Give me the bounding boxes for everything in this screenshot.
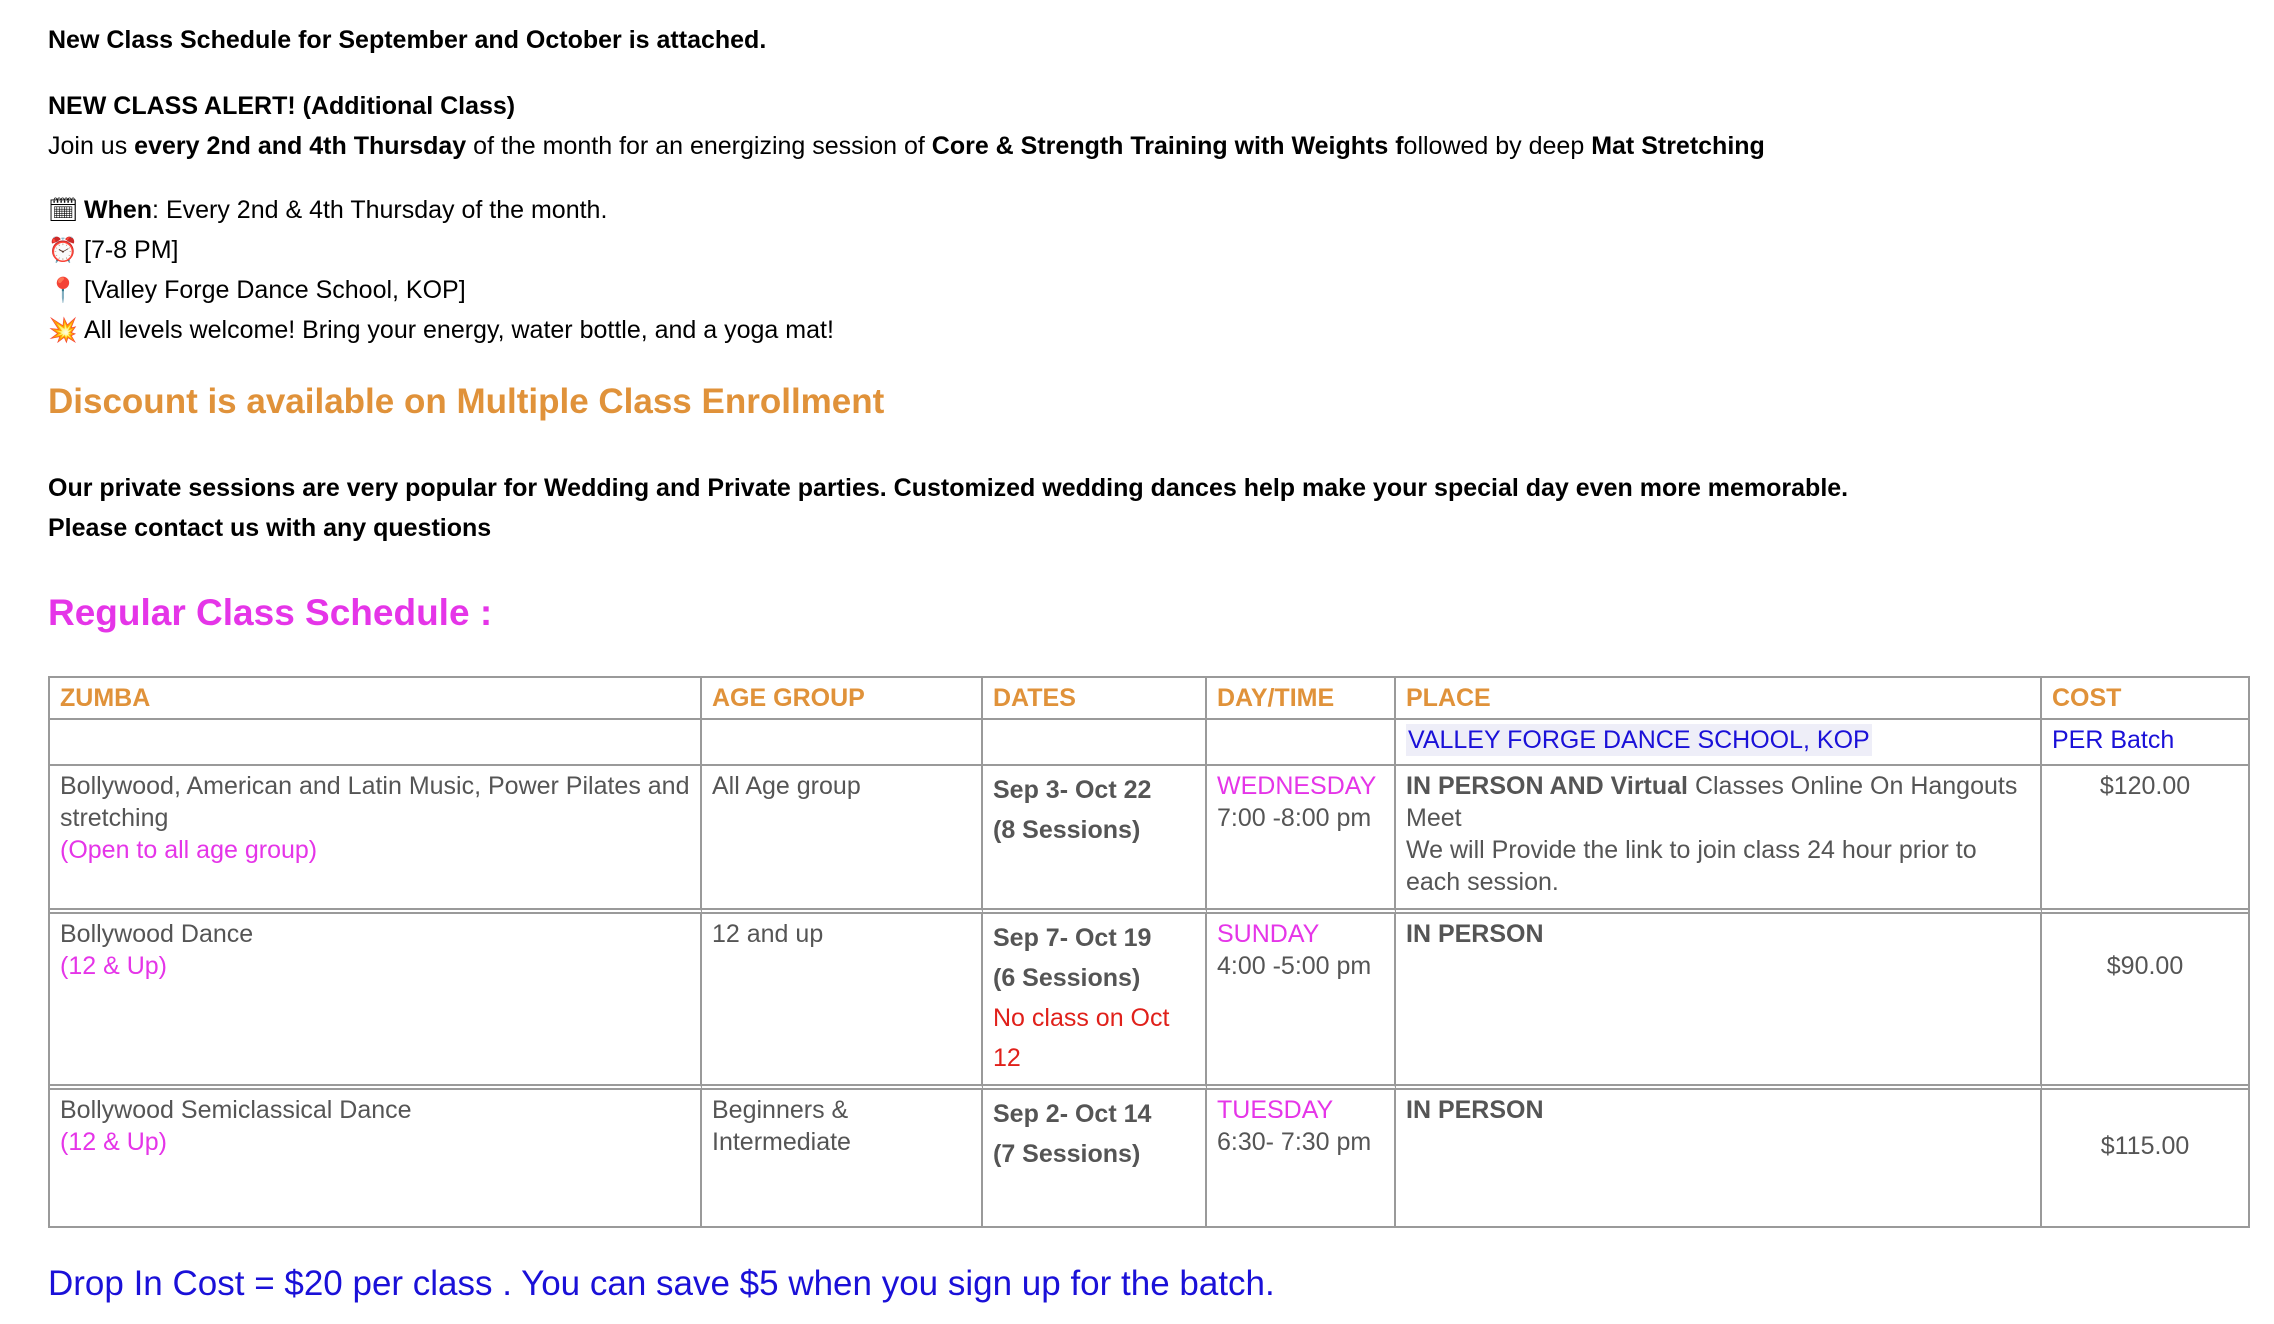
class-age-note: (Open to all age group) (60, 836, 318, 864)
discount-heading: Discount is available on Multiple Class Enrollment (48, 382, 885, 421)
cost-cell (2042, 914, 2248, 1090)
when-line (48, 192, 607, 228)
collision-icon: 💥 (48, 316, 78, 344)
place-line (48, 272, 466, 308)
age-cell: 12 and up (702, 914, 983, 1090)
empty-cell (50, 720, 702, 766)
place-subheader (1396, 720, 2042, 766)
dates-cell (983, 1090, 1207, 1226)
table-row (50, 766, 2248, 914)
alarm-clock-icon: ⏰ (48, 236, 78, 264)
header-day-time: DAY/TIME (1207, 678, 1396, 720)
calendar-icon: 🗓 (48, 196, 79, 224)
class-age-note: (12 & Up) (60, 952, 167, 980)
class-day: TUESDAY (1217, 1096, 1334, 1124)
class-time: 4:00 -5:00 pm (1217, 952, 1372, 980)
pin-icon: 📍 (48, 276, 78, 304)
time-text: [7-8 PM] (84, 236, 179, 264)
levels-line (48, 312, 834, 348)
alert-title: NEW CLASS ALERT! (Additional Class) (48, 92, 516, 120)
session-count: (8 Sessions) (993, 816, 1141, 844)
session-count: (6 Sessions) (993, 964, 1141, 992)
class-time: 6:30- 7:30 pm (1217, 1128, 1372, 1156)
empty-cell (1207, 720, 1396, 766)
date-range: Sep 7- Oct 19 (993, 924, 1152, 952)
class-name-cell (50, 766, 702, 914)
private-line-2: Please contact us with any questions (48, 514, 492, 542)
header-dates: DATES (983, 678, 1207, 720)
class-time: 7:00 -8:00 pm (1217, 804, 1372, 832)
header-class: ZUMBA (50, 678, 702, 720)
class-day: WEDNESDAY (1217, 772, 1377, 800)
age-cell: Beginners & Intermediate (702, 1090, 983, 1226)
join-text: ollowed by deep (1403, 132, 1592, 160)
class-age-note: (12 & Up) (60, 1128, 167, 1156)
header-place: PLACE (1396, 678, 2042, 720)
class-name: Bollywood Dance (60, 920, 254, 948)
dates-cell (983, 914, 1207, 1090)
private-line-1: Our private sessions are very popular for Wedding and Private parties. Customized wedding dances help make your special day even more memorable. (48, 474, 1849, 502)
cost-value: $90.00 (2106, 952, 2184, 980)
header-cost: COST (2042, 678, 2248, 720)
join-emphasis-stretch: Mat Stretching (1591, 132, 1765, 160)
class-schedule-table (48, 676, 2250, 1228)
levels-text: All levels welcome! Bring your energy, water bottle, and a yoga mat! (84, 316, 834, 344)
place-mode: IN PERSON (1406, 1096, 1544, 1124)
date-range: Sep 2- Oct 14 (993, 1100, 1152, 1128)
place-text: [Valley Forge Dance School, KOP] (84, 276, 466, 304)
date-range: Sep 3- Oct 22 (993, 776, 1152, 804)
class-name: Bollywood Semiclassical Dance (60, 1096, 412, 1124)
dates-cell (983, 766, 1207, 914)
place-mode: IN PERSON AND Virtual (1406, 772, 1688, 800)
cost-subheader (2042, 720, 2248, 766)
day-time-cell (1207, 914, 1396, 1090)
place-detail: Classes Online On Hangouts Meet (1406, 772, 2018, 832)
join-text: Join us (48, 132, 135, 160)
place-subheader-text: VALLEY FORGE DANCE SCHOOL, KOP (1408, 726, 1870, 754)
cost-cell (2042, 1090, 2248, 1226)
class-name: Bollywood, American and Latin Music, Power Pilates and stretching (60, 772, 690, 832)
table-row (50, 914, 2248, 1090)
empty-cell (702, 720, 983, 766)
when-text: : Every 2nd & 4th Thursday of the month. (152, 196, 608, 224)
cost-value: $115.00 (2100, 1132, 2190, 1160)
place-cell (1396, 1090, 2042, 1226)
cost-cell: $120.00 (2042, 766, 2248, 914)
age-cell: All Age group (702, 766, 983, 914)
day-time-cell (1207, 766, 1396, 914)
time-line (48, 232, 178, 268)
when-label: When (84, 196, 153, 224)
place-note: We will Provide the link to join class 24 hour prior to each session. (1406, 836, 1977, 896)
alert-description (48, 128, 1765, 164)
no-class-note: No class on Oct 12 (993, 1004, 1170, 1072)
place-mode: IN PERSON (1406, 920, 1544, 948)
drop-in-cost: Drop In Cost = $20 per class . You can save $5 when you sign up for the batch. (48, 1264, 1275, 1303)
join-emphasis-days: every 2nd and 4th Thursday (134, 132, 467, 160)
intro-line: New Class Schedule for September and October is attached. (48, 26, 767, 54)
session-count: (7 Sessions) (993, 1140, 1141, 1168)
join-emphasis-class: Core & Strength Training with Weights f (931, 132, 1404, 160)
day-time-cell (1207, 1090, 1396, 1226)
schedule-title: Regular Class Schedule : (48, 592, 493, 633)
class-name-cell (50, 914, 702, 1090)
class-name-cell (50, 1090, 702, 1226)
place-cell (1396, 766, 2042, 914)
table-subheader-row (50, 720, 2248, 766)
join-text: of the month for an energizing session of (466, 132, 932, 160)
place-cell (1396, 914, 2042, 1090)
empty-cell (983, 720, 1207, 766)
header-age-group: AGE GROUP (702, 678, 983, 720)
table-header-row (50, 678, 2248, 720)
class-day: SUNDAY (1217, 920, 1320, 948)
cost-subheader-text: PER Batch (2052, 726, 2175, 754)
table-row (50, 1090, 2248, 1226)
